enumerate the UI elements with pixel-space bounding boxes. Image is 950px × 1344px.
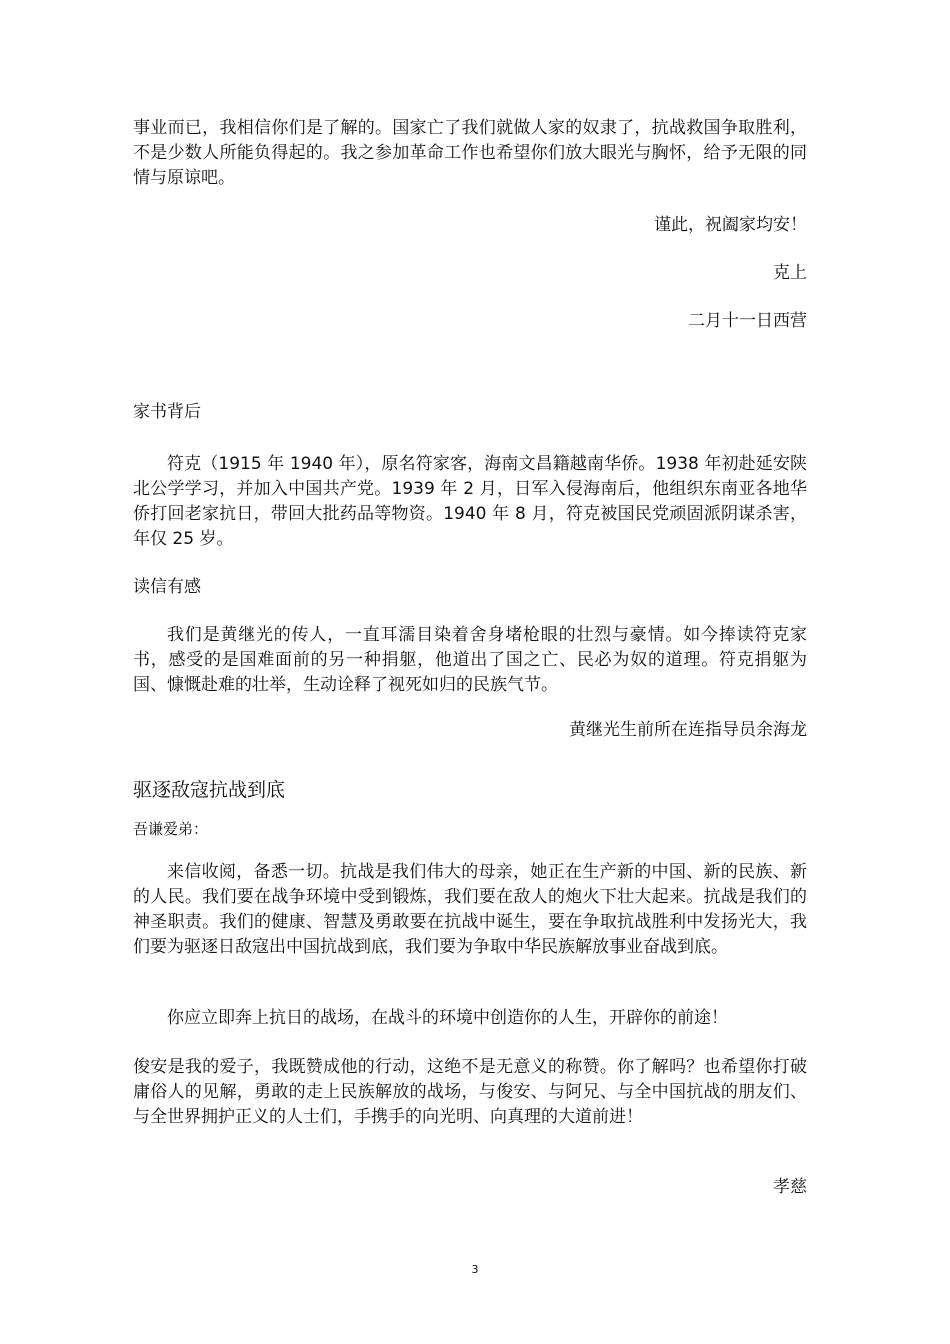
letter2-signature: 孝慈 <box>773 1177 807 1197</box>
background-paragraph: 符克（1915 年 1940 年），原名符家客，海南文昌籍越南华侨。1938 年初赴延安陕北公学学习，并加入中国共产党。1939 年 2 月，日军入侵海南后，他组织东南亚各地华侨打回老家抗日，带回大批药品等物资。1940 年 8 月，符克被国民党顽固派阴谋杀害，年仅 25 岁。 <box>133 454 807 549</box>
letter2-paragraph-1: 来信收阅，备悉一切。抗战是我们伟大的母亲，她正在生产新的中国、新的民族、新的人民。我们要在战争环境中受到锻炼，我们要在敌人的炮火下壮大起来。抗战是我们的神圣职责。我们的健康、智慧及勇敢要在抗战中诞生，要在争取抗战胜利中发扬光大，我们要为驱逐日敌寇出中国抗战到底，我们要为争取中华民族解放事业奋战到底。 <box>133 862 807 957</box>
letter2-paragraph-2: 你应立即奔上抗日的战场，在战斗的环境中创造你的人生，开辟你的前途！ <box>167 1008 728 1028</box>
letter2-salutation: 吾谦爱弟： <box>133 820 209 838</box>
letter1-closing: 谨此，祝阖家均安！ <box>654 215 807 235</box>
letter1-date: 二月十一日西营 <box>688 311 807 331</box>
page-number: 3 <box>471 1263 479 1276</box>
background-heading: 家书背后 <box>133 402 201 422</box>
reflection-paragraph: 我们是黄继光的传人，一直耳濡目染着舍身堵枪眼的壮烈与豪情。如今捧读符克家书，感受的是国难面前的另一种捐躯，他道出了国之亡、民必为奴的道理。符克捐躯为国、慷慨赴难的壮举，生动诠释了视死如归的民族气节。 <box>133 625 807 695</box>
letter2-title: 驱逐敌寇抗战到底 <box>133 779 286 801</box>
letter1-paragraph: 事业而已，我相信你们是了解的。国家亡了我们就做人家的奴隶了，抗战救国争取胜利，不是少数人所能负得起的。我之参加革命工作也希望你们放大眼光与胸怀，给予无限的同情与原谅吧。 <box>133 118 807 188</box>
letter2-paragraph-3: 俊安是我的爱子，我既赞成他的行动，这绝不是无意义的称赞。你了解吗？也希望你打破庸俗人的见解，勇敢的走上民族解放的战场，与俊安、与阿兄、与全中国抗战的朋友们、与全世界拥护正义的人士们，手携手的向光明、向真理的大道前进！ <box>133 1057 807 1127</box>
letter1-signature: 克上 <box>773 263 807 283</box>
reflection-author: 黄继光生前所在连指导员余海龙 <box>569 720 807 740</box>
reflection-heading: 读信有感 <box>133 577 201 597</box>
